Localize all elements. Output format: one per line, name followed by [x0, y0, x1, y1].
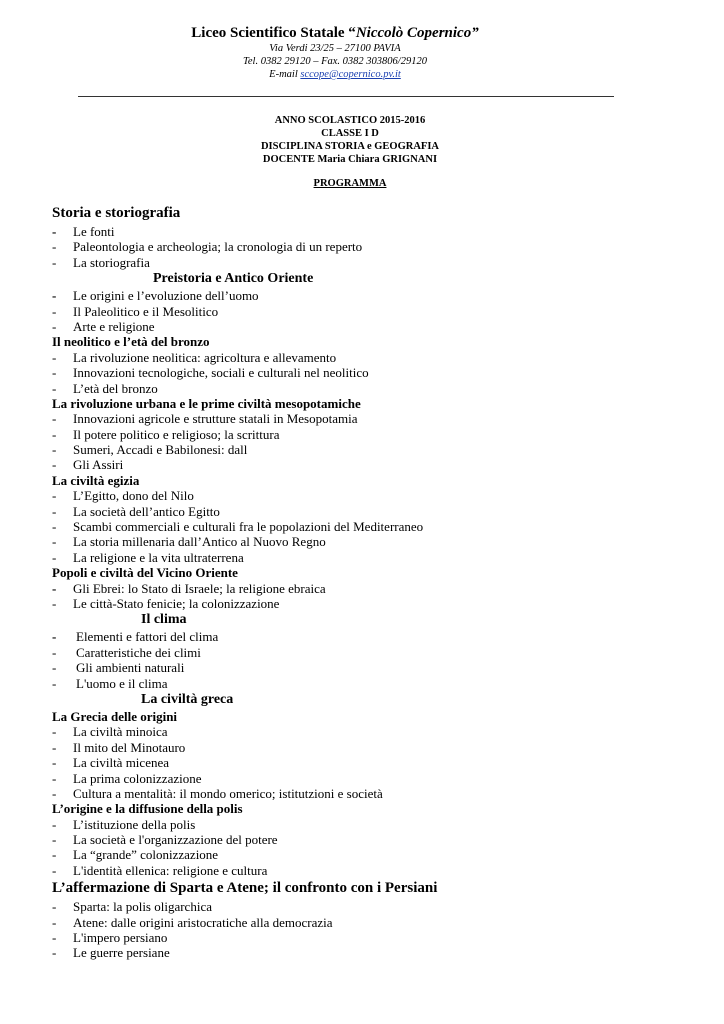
list-item-text: La “grande” colonizzazione — [73, 847, 219, 863]
bullet-dash: - — [52, 816, 57, 832]
list-item — [52, 304, 692, 319]
list-item-text: La religione e la vita ultraterrena — [73, 549, 244, 565]
list-item-text: Paleontologia e archeologia; la cronologia di un reperto — [73, 239, 363, 255]
bullet-dash: - — [52, 660, 57, 676]
list-item-text: La rivoluzione neolitica: agricoltura e allevamento — [73, 349, 337, 365]
bullet-dash: - — [52, 899, 57, 915]
section-title: Storia e storiografia — [52, 205, 181, 221]
bullet-dash: - — [52, 303, 57, 319]
bullet-dash: - — [52, 914, 57, 930]
school-name-prefix: Liceo Scientifico Statale “ — [191, 25, 356, 41]
bullet-dash: - — [52, 457, 57, 473]
list-item-text: Atene: dalle origini aristocratiche alla democrazia — [73, 914, 333, 930]
list-item-text: Le fonti — [73, 224, 115, 239]
program-title: PROGRAMMA — [313, 178, 387, 189]
list-item-text: Gli ambienti naturali — [76, 660, 185, 676]
list-item — [52, 288, 692, 303]
list-item — [52, 832, 692, 847]
list-item — [52, 899, 692, 914]
list-item — [52, 660, 692, 675]
bullet-dash: - — [52, 224, 57, 239]
list-item — [52, 319, 692, 334]
list-item — [52, 411, 692, 426]
bullet-dash: - — [52, 365, 57, 381]
bullet-dash: - — [52, 739, 57, 755]
bullet-dash: - — [52, 426, 57, 442]
list-item-text: Gli Assiri — [73, 457, 124, 473]
email-link[interactable]: sccope@copernico.pv.it — [300, 69, 401, 80]
list-item-text: La civiltà minoica — [73, 724, 168, 740]
bullet-dash: - — [52, 945, 57, 961]
bullet-dash: - — [52, 318, 57, 334]
section-title: Il clima — [141, 612, 187, 628]
list-item — [52, 488, 692, 503]
list-item — [52, 945, 692, 960]
school-address: Via Verdi 23/25 – 27100 PAVIA — [269, 43, 401, 54]
bullet-dash: - — [52, 239, 57, 255]
list-item — [52, 847, 692, 862]
list-item — [52, 740, 692, 755]
section-title: Popoli e civiltà del Vicino Oriente — [52, 565, 238, 581]
list-item — [52, 771, 692, 786]
list-item-text: L'uomo e il clima — [76, 675, 168, 691]
bullet-dash: - — [52, 534, 57, 550]
list-item-text: L'impero persiano — [73, 930, 168, 946]
list-item-text: Il potere politico e religioso; la scrittura — [73, 426, 280, 442]
list-item-text: Le guerre persiane — [73, 945, 170, 961]
list-item-text: L'identità ellenica: religione e cultura — [73, 862, 268, 878]
list-item-text: Innovazioni agricole e strutture statali in Mesopotamia — [73, 411, 358, 427]
list-item-text: Arte e religione — [73, 318, 155, 334]
bullet-dash: - — [52, 675, 57, 691]
bullet-dash: - — [52, 349, 57, 365]
bullet-dash: - — [52, 254, 57, 270]
list-item-text: La storiografia — [73, 254, 150, 270]
list-item-text: L’età del bronzo — [73, 380, 158, 396]
list-item — [52, 596, 692, 611]
list-item — [52, 427, 692, 442]
section-title: Il neolitico e l’età del bronzo — [52, 334, 210, 350]
section-title: Preistoria e Antico Oriente — [153, 271, 314, 287]
bullet-dash: - — [52, 724, 57, 740]
bullet-dash: - — [52, 488, 57, 504]
list-item — [52, 786, 692, 801]
teacher: DOCENTE Maria Chiara GRIGNANI — [262, 154, 438, 165]
list-item — [52, 239, 692, 254]
bullet-dash: - — [52, 832, 57, 848]
bullet-dash: - — [52, 288, 57, 304]
school-year: ANNO SCOLASTICO 2015-2016 — [274, 115, 426, 126]
bullet-dash: - — [52, 411, 57, 427]
list-item — [52, 381, 692, 396]
bullet-dash: - — [52, 785, 57, 801]
school-name-suffix: ” — [471, 25, 479, 41]
list-item-text: L’istituzione della polis — [73, 816, 196, 832]
list-item — [52, 350, 692, 365]
list-item — [52, 817, 692, 832]
bullet-dash: - — [52, 519, 57, 535]
list-item-text: Scambi commerciali e culturali fra le popolazioni del Mediterraneo — [73, 519, 424, 535]
list-item — [52, 365, 692, 380]
list-item — [52, 676, 692, 691]
section-title: La civiltà greca — [141, 691, 234, 707]
school-name-italic: Niccolò Copernico — [355, 25, 472, 41]
list-item — [52, 915, 692, 930]
list-item-text: Il Paleolitico e il Mesolitico — [73, 303, 219, 319]
list-item-text: Il mito del Minotauro — [73, 739, 186, 755]
list-item-text: Cultura a mentalità: il mondo omerico; istitutzioni e società — [73, 785, 383, 801]
school-email-line — [0, 69, 670, 80]
list-item — [52, 224, 692, 239]
list-item — [52, 755, 692, 770]
school-name — [0, 25, 670, 42]
bullet-dash: - — [52, 644, 57, 660]
list-item-text: Caratteristiche dei climi — [76, 644, 201, 660]
bullet-dash: - — [52, 549, 57, 565]
list-item — [52, 550, 692, 565]
list-item-text: La civiltà micenea — [73, 755, 170, 771]
section-title: La civiltà egizia — [52, 472, 140, 488]
bullet-dash: - — [52, 595, 57, 611]
list-item-text: Sumeri, Accadi e Babilonesi: dall — [73, 442, 248, 458]
bullet-dash: - — [52, 580, 57, 596]
bullet-dash: - — [52, 862, 57, 878]
bullet-dash: - — [52, 380, 57, 396]
bullet-dash: - — [52, 847, 57, 863]
list-item-text: Le origini e l’evoluzione dell’uomo — [73, 288, 259, 304]
section-title: L’origine e la diffusione della polis — [52, 801, 243, 817]
program-content — [52, 203, 692, 961]
list-item — [52, 724, 692, 739]
bullet-dash: - — [52, 442, 57, 458]
bullet-dash: - — [52, 503, 57, 519]
bullet-dash: - — [52, 629, 57, 645]
list-item-text: L’Egitto, dono del Nilo — [73, 488, 194, 504]
list-item — [52, 534, 692, 549]
section-title: L’affermazione di Sparta e Atene; il confronto con i Persiani — [52, 880, 438, 897]
section-title: La Grecia delle origini — [52, 708, 178, 724]
list-item — [52, 457, 692, 472]
class-name: CLASSE I D — [321, 128, 379, 139]
list-item-text: La società e l'organizzazione del potere — [73, 832, 278, 848]
header-divider — [78, 96, 614, 97]
list-item — [52, 581, 692, 596]
list-item — [52, 255, 692, 270]
list-item — [52, 519, 692, 534]
email-label: E-mail — [269, 69, 301, 80]
school-phone: Tel. 0382 29120 – Fax. 0382 303806/29120 — [243, 56, 427, 67]
bullet-dash: - — [52, 930, 57, 946]
section-title: La rivoluzione urbana e le prime civiltà mesopotamiche — [52, 395, 361, 411]
list-item — [52, 629, 692, 644]
bullet-dash: - — [52, 770, 57, 786]
bullet-dash: - — [52, 755, 57, 771]
list-item — [52, 645, 692, 660]
list-item — [52, 863, 692, 878]
list-item-text: Le città-Stato fenicie; la colonizzazione — [73, 595, 280, 611]
list-item-text: La prima colonizzazione — [73, 770, 202, 786]
list-item-text: La società dell’antico Egitto — [73, 503, 220, 519]
list-item-text: Elementi e fattori del clima — [76, 629, 219, 645]
list-item-text: La storia millenaria dall’Antico al Nuovo Regno — [73, 534, 326, 550]
list-item-text: Gli Ebrei: lo Stato di Israele; la religione ebraica — [73, 580, 326, 596]
list-item — [52, 504, 692, 519]
list-item-text: Innovazioni tecnologiche, sociali e culturali nel neolitico — [73, 365, 369, 381]
subject: DISCIPLINA STORIA e GEOGRAFIA — [260, 141, 440, 152]
list-item-text: Sparta: la polis oligarchica — [73, 899, 212, 915]
list-item — [52, 930, 692, 945]
list-item — [52, 442, 692, 457]
